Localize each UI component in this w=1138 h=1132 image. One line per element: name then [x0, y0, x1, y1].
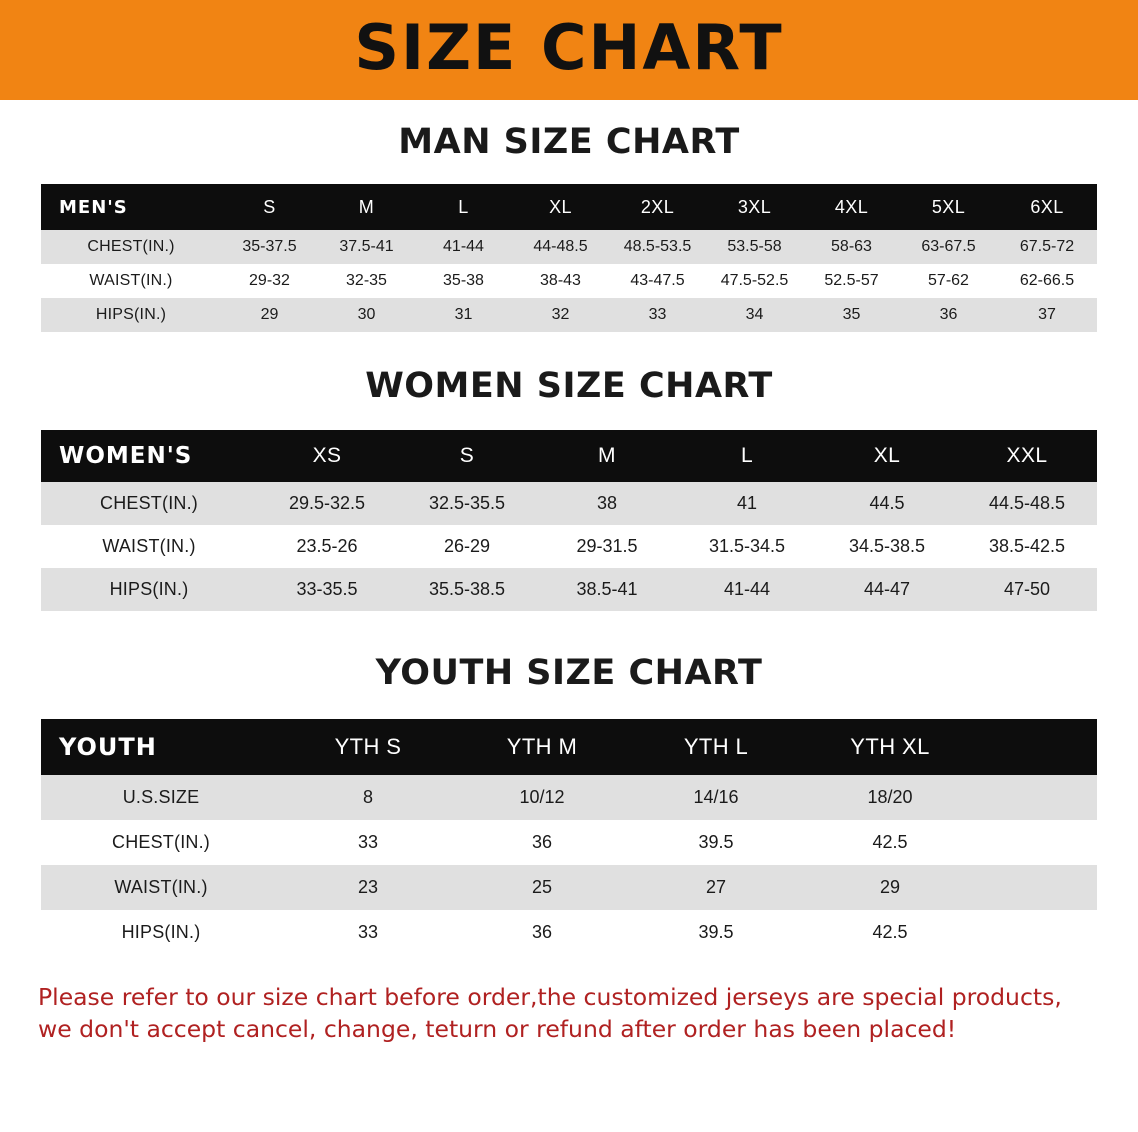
man-col-header: 3XL [737, 196, 772, 217]
man-header-label: MEN'S [59, 196, 128, 218]
man-table-wrap [41, 184, 1097, 332]
man-col-header: 4XL [834, 196, 869, 217]
women-table-wrap [41, 430, 1097, 611]
youth-cell: 33 [281, 820, 455, 865]
women-cell: 35.5-38.5 [397, 568, 537, 611]
man-cell: 38-43 [512, 264, 609, 298]
table-row [41, 298, 1097, 332]
women-cell: 44.5-48.5 [957, 482, 1097, 525]
youth-cell: 8 [281, 775, 455, 820]
youth-cell: 33 [281, 910, 455, 955]
man-cell: 35-38 [415, 264, 512, 298]
youth-section-heading: YOUTH SIZE CHART [375, 653, 763, 693]
youth-col-header: YTH M [506, 734, 578, 759]
women-cell: 32.5-35.5 [397, 482, 537, 525]
disclaimer-line-2: we don't accept cancel, change, teturn or refund after order has been placed! [38, 1015, 957, 1044]
man-cell: 41-44 [415, 230, 512, 264]
youth-row-label: WAIST(IN.) [41, 865, 281, 910]
man-cell: 58-63 [803, 230, 900, 264]
man-cell: 30 [318, 298, 415, 332]
women-cell: 23.5-26 [257, 525, 397, 568]
youth-header-spacer [977, 719, 1097, 775]
women-cell: 38.5-42.5 [957, 525, 1097, 568]
women-row-label: WAIST(IN.) [41, 525, 257, 568]
youth-cell: 14/16 [629, 775, 803, 820]
man-cell: 63-67.5 [900, 230, 997, 264]
women-col-header: XXL [1006, 444, 1048, 467]
youth-cell: 10/12 [455, 775, 629, 820]
man-cell: 57-62 [900, 264, 997, 298]
table-row [41, 775, 1097, 820]
women-cell: 29.5-32.5 [257, 482, 397, 525]
man-col-header: XL [549, 196, 572, 217]
man-cell: 33 [609, 298, 706, 332]
youth-col-header: YTH L [683, 734, 749, 759]
table-row [41, 482, 1097, 525]
youth-row-label: U.S.SIZE [41, 775, 281, 820]
youth-size-table [41, 719, 1097, 955]
women-cell: 44-47 [817, 568, 957, 611]
table-row [41, 910, 1097, 955]
table-row [41, 525, 1097, 568]
youth-cell: 36 [455, 910, 629, 955]
man-cell: 34 [706, 298, 803, 332]
disclaimer-note [38, 981, 1100, 1046]
women-col-header: XL [873, 444, 901, 467]
table-row [41, 230, 1097, 264]
man-cell: 44-48.5 [512, 230, 609, 264]
man-cell: 62-66.5 [997, 264, 1097, 298]
table-row [41, 865, 1097, 910]
man-cell: 52.5-57 [803, 264, 900, 298]
man-row-label: CHEST(IN.) [41, 230, 221, 264]
youth-cell: 39.5 [629, 820, 803, 865]
youth-cell: 27 [629, 865, 803, 910]
youth-cell: 39.5 [629, 910, 803, 955]
man-section-heading: MAN SIZE CHART [398, 122, 740, 162]
man-cell: 32-35 [318, 264, 415, 298]
women-cell: 29-31.5 [537, 525, 677, 568]
women-size-table [41, 430, 1097, 611]
man-cell: 37.5-41 [318, 230, 415, 264]
man-cell: 35 [803, 298, 900, 332]
youth-table-wrap [41, 719, 1097, 955]
women-cell: 41-44 [677, 568, 817, 611]
man-cell: 47.5-52.5 [706, 264, 803, 298]
table-row [41, 820, 1097, 865]
youth-table-header-row [41, 719, 1097, 775]
man-cell: 67.5-72 [997, 230, 1097, 264]
table-row [41, 568, 1097, 611]
women-row-label: CHEST(IN.) [41, 482, 257, 525]
women-cell: 26-29 [397, 525, 537, 568]
man-table-header-row [41, 184, 1097, 230]
youth-cell: 25 [455, 865, 629, 910]
man-col-header: 5XL [931, 196, 966, 217]
man-cell: 35-37.5 [221, 230, 318, 264]
youth-cell-spacer [977, 775, 1097, 820]
women-section-heading: WOMEN SIZE CHART [365, 366, 773, 406]
man-cell: 37 [997, 298, 1097, 332]
banner [0, 0, 1138, 100]
man-col-header: 6XL [1030, 196, 1064, 217]
man-row-label: HIPS(IN.) [41, 298, 221, 332]
women-row-label: HIPS(IN.) [41, 568, 257, 611]
man-cell: 43-47.5 [609, 264, 706, 298]
man-col-header: 2XL [640, 196, 675, 217]
man-col-header: L [458, 196, 469, 217]
youth-cell: 29 [803, 865, 977, 910]
youth-col-header: YTH XL [850, 734, 930, 759]
man-row-label: WAIST(IN.) [41, 264, 221, 298]
youth-header-label: YOUTH [59, 733, 157, 761]
man-cell: 31 [415, 298, 512, 332]
man-col-header: S [263, 196, 276, 217]
women-header-label: WOMEN'S [59, 443, 193, 469]
youth-cell: 23 [281, 865, 455, 910]
youth-col-header: YTH S [334, 734, 402, 759]
man-cell: 32 [512, 298, 609, 332]
youth-cell: 42.5 [803, 820, 977, 865]
women-col-header: S [459, 444, 475, 467]
women-cell: 33-35.5 [257, 568, 397, 611]
youth-row-label: HIPS(IN.) [41, 910, 281, 955]
women-table-header-row [41, 430, 1097, 482]
women-cell: 47-50 [957, 568, 1097, 611]
youth-row-label: CHEST(IN.) [41, 820, 281, 865]
man-cell: 36 [900, 298, 997, 332]
banner-title: SIZE CHART [354, 11, 784, 84]
women-col-header: XS [312, 444, 342, 467]
women-cell: 38 [537, 482, 677, 525]
youth-cell: 18/20 [803, 775, 977, 820]
women-col-header: M [598, 444, 616, 467]
youth-cell-spacer [977, 910, 1097, 955]
man-cell: 53.5-58 [706, 230, 803, 264]
man-col-header: M [358, 196, 375, 217]
women-cell: 34.5-38.5 [817, 525, 957, 568]
man-size-table [41, 184, 1097, 332]
women-cell: 41 [677, 482, 817, 525]
table-row [41, 264, 1097, 298]
women-cell: 38.5-41 [537, 568, 677, 611]
man-cell: 48.5-53.5 [609, 230, 706, 264]
youth-cell: 36 [455, 820, 629, 865]
women-cell: 31.5-34.5 [677, 525, 817, 568]
youth-cell-spacer [977, 820, 1097, 865]
youth-cell-spacer [977, 865, 1097, 910]
youth-cell: 42.5 [803, 910, 977, 955]
man-cell: 29 [221, 298, 318, 332]
disclaimer-line-1: Please refer to our size chart before order,the customized jerseys are special products, [38, 983, 1062, 1011]
women-cell: 44.5 [817, 482, 957, 525]
women-col-header: L [740, 444, 754, 467]
man-cell: 29-32 [221, 264, 318, 298]
